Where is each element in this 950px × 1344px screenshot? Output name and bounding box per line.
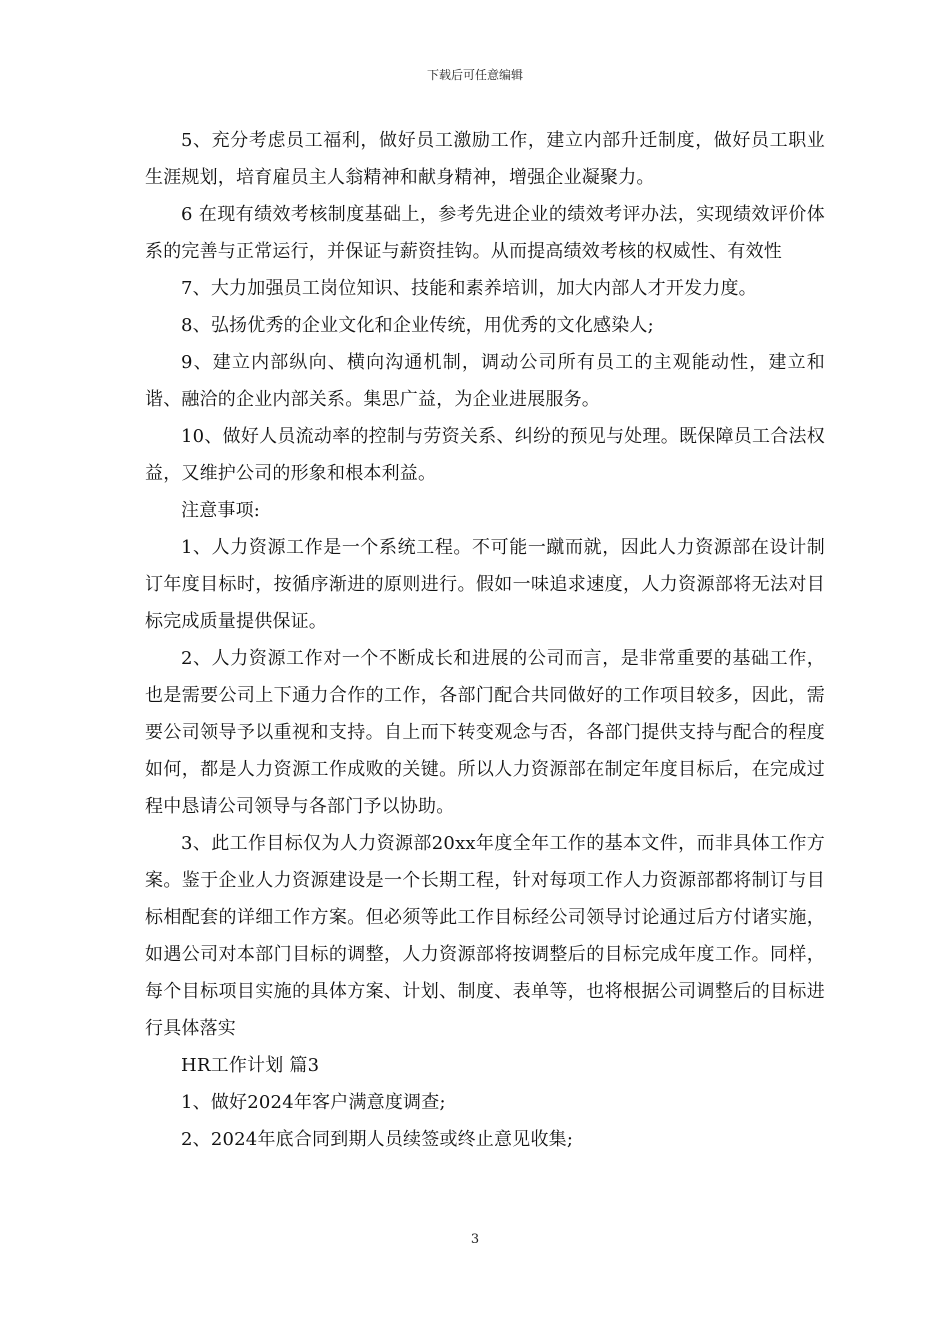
paragraph: 1、人力资源工作是一个系统工程。不可能一蹴而就，因此人力资源部在设计制订年度目标时，按循序渐进的原则进行。假如一味追求速度，人力资源部将无法对目标完成质量提供保证。	[145, 537, 825, 632]
paragraph: 8、弘扬优秀的企业文化和企业传统，用优秀的文化感染人;	[181, 315, 654, 336]
paragraph: 2、人力资源工作对一个不断成长和进展的公司而言，是非常重要的基础工作，也是需要公司上下通力合作的工作，各部门配合共同做好的工作项目较多，因此，需要公司领导予以重视和支持。自上而下转变观念与否，各部门提供支持与配合的程度如何，都是人力资源工作成败的关键。所以人力资源部在制定年度目标后，在完成过程中恳请公司领导与各部门予以协助。	[145, 648, 825, 817]
paragraph: 7、大力加强员工岗位知识、技能和素养培训，加大内部人才开发力度。	[181, 278, 757, 299]
paragraph: 3、此工作目标仅为人力资源部20xx年度全年工作的基本文件，而非具体工作方案。鉴于企业人力资源建设是一个长期工程，针对每项工作人力资源部都将制订与目标相配套的详细工作方案。但必须等此工作目标经公司领导讨论通过后方付诸实施，如遇公司对本部门目标的调整，人力资源部将按调整后的目标完成年度工作。同样，每个目标项目实施的具体方案、计划、制度、表单等，也将根据公司调整后的目标进行具体落实	[145, 833, 825, 1039]
document-body	[145, 122, 825, 1158]
page-header: 下载后可任意编辑	[426, 68, 523, 82]
page-number: 3	[470, 1232, 480, 1247]
paragraph: 2、2024年底合同到期人员续签或终止意见收集;	[181, 1129, 574, 1150]
paragraph: 9、建立内部纵向、横向沟通机制，调动公司所有员工的主观能动性，建立和谐、融洽的企业内部关系。集思广益，为企业进展服务。	[145, 352, 825, 410]
section-heading: 注意事项:	[181, 500, 261, 521]
section-heading: HR工作计划 篇3	[181, 1055, 320, 1076]
paragraph: 6 在现有绩效考核制度基础上，参考先进企业的绩效考评办法，实现绩效评价体系的完善与正常运行，并保证与薪资挂钩。从而提高绩效考核的权威性、有效性	[145, 204, 825, 262]
paragraph: 1、做好2024年客户满意度调查;	[181, 1092, 446, 1113]
paragraph: 10、做好人员流动率的控制与劳资关系、纠纷的预见与处理。既保障员工合法权益，又维护公司的形象和根本利益。	[145, 426, 825, 484]
paragraph: 5、充分考虑员工福利，做好员工激励工作，建立内部升迁制度，做好员工职业生涯规划，培育雇员主人翁精神和献身精神，增强企业凝聚力。	[145, 130, 825, 188]
